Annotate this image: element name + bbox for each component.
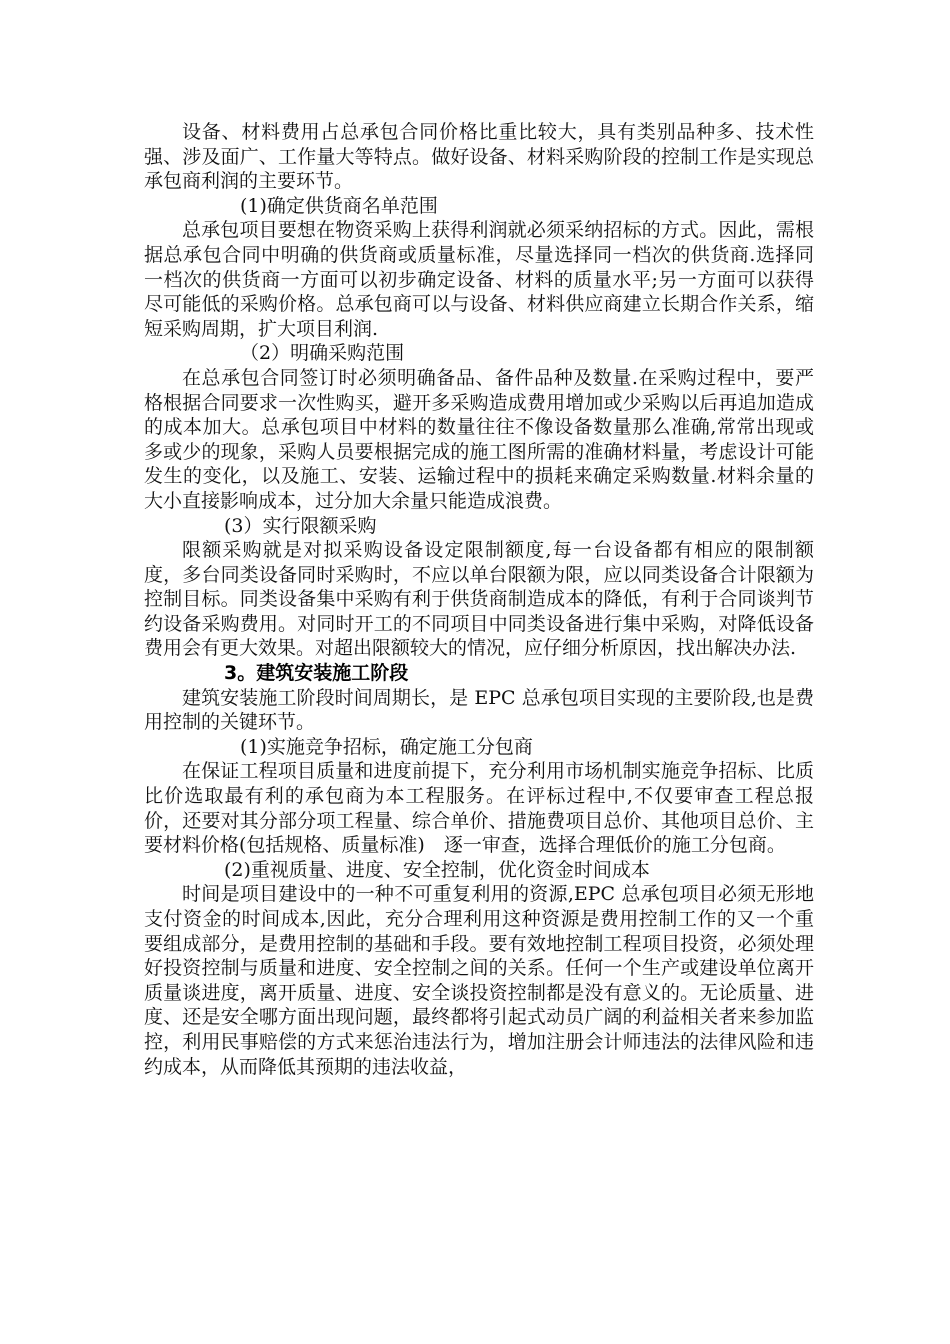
paragraph-supplier-list: 总承包项目要想在物资采购上获得利润就必须采纳招标的方式。因此，需根据总承包合同中明确的供货商或质量标准，尽量选择同一档次的供货商.选择同一档次的供货商一方面可以初步确定设备、材料的质量水平;另一方面可以获得尽可能低的采购价格。总承包商可以与设备、材料供应商建立长期合作关系，缩短采购周期，扩大项目利润.: [144, 219, 814, 340]
paragraph-quota-purchase: 限额采购就是对拟采购设备设定限制额度,每一台设备都有相应的限制额度，多台同类设备同时采购时，不应以单台限额为限，应以同类设备合计限额为控制目标。同类设备集中采购有利于供货商制造成本的降低，有利于合同谈判节约设备采购费用。对同时开工的不同项目中同类设备进行集中采购，对降低设备费用会有更大效果。对超出限额较大的情况，应仔细分析原因，找出解决办法.: [144, 539, 814, 660]
subheading-supplier-list: (1)确定供货商名单范围: [240, 194, 438, 217]
paragraph-construction-intro: 建筑安装施工阶段时间周期长，是 EPC 总承包项目实现的主要阶段,也是费用控制的关键环节。: [144, 686, 814, 734]
section-heading-construction: 3。建筑安装施工阶段: [224, 662, 409, 685]
paragraph-purchase-scope: 在总承包合同签订时必须明确备品、备件品种及数量.在采购过程中，要严格根据合同要求一次性购买，避开多采购造成费用增加或少采购以后再追加造成的成本加大。总承包项目中材料的数量往往不像设备数量那么准确,常常出现或多或少的现象，采购人员要根据完成的施工图所需的准确材料量，考虑设计可能发生的变化，以及施工、安装、运输过程中的损耗来确定采购数量.材料余量的大小直接影响成本，过分加大余量只能造成浪费。: [144, 366, 814, 512]
document-body: [144, 120, 814, 1079]
paragraph-equipment-intro: 设备、材料费用占总承包合同价格比重比较大，具有类别品种多、技术性强、涉及面广、工作量大等特点。做好设备、材料采购阶段的控制工作是实现总承包商利润的主要环节。: [144, 121, 814, 193]
paragraph-competitive-bidding: 在保证工程项目质量和进度前提下，充分利用市场机制实施竞争招标、比质比价选取最有利的承包商为本工程服务。在评标过程中,不仅要审查工程总报价，还要对其分部分项工程量、综合单价、措施费项目总价、其他项目总价、主要材料价格(包括规格、质量标准) 逐一审查，选择合理低价的施工分包商。: [144, 760, 814, 857]
subheading-quality-control: (2)重视质量、进度、安全控制，优化资金时间成本: [224, 858, 650, 881]
subheading-purchase-scope: （2）明确采购范围: [240, 342, 405, 365]
subheading-quota-purchase: (3）实行限额采购: [224, 514, 377, 537]
paragraph-quality-control: 时间是项目建设中的一种不可重复利用的资源,EPC 总承包项目必须无形地支付资金的时间成本,因此，充分合理利用这种资源是费用控制工作的又一个重要组成部分，是费用控制的基础和手段。要有效地控制工程项目投资，必须处理好投资控制与质量和进度、安全控制之间的关系。任何一个生产或建设单位离开质量谈进度，离开质量、进度、安全谈投资控制都是没有意义的。无论质量、进度、还是安全哪方面出现问题，最终都将引起式动员广阔的利益相关者来参加监控，利用民事赔偿的方式来惩治违法行为，增加注册会计师违法的法律风险和违约成本，从而降低其预期的违法收益，: [144, 883, 814, 1078]
subheading-competitive-bidding: (1)实施竞争招标，确定施工分包商: [240, 735, 533, 758]
